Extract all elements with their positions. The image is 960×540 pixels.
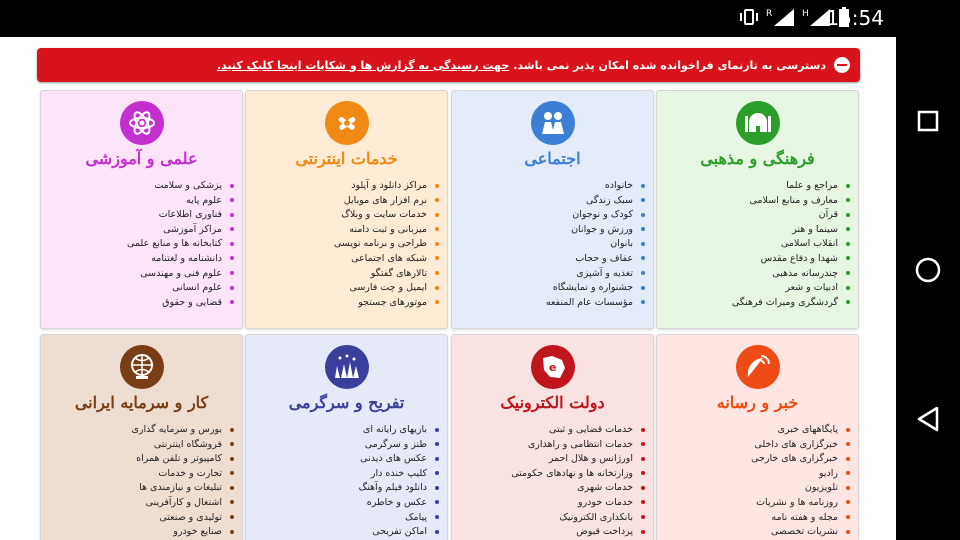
signal-r-icon: [766, 7, 796, 27]
bullet-icon: [435, 500, 439, 504]
category-link[interactable]: علوم انسانی: [44, 281, 234, 296]
category-link[interactable]: خانواده: [455, 179, 645, 194]
bullet-icon: [846, 300, 850, 304]
category-link[interactable]: ورزش و جوانان: [455, 223, 645, 238]
category-link[interactable]: پرداخت قبوض: [455, 525, 645, 540]
bullet-icon: [435, 271, 439, 275]
category-link[interactable]: قرآن: [660, 208, 850, 223]
atom-icon[interactable]: [120, 101, 164, 145]
category-link[interactable]: خبرگزاری های خارجی: [660, 452, 850, 467]
category-link[interactable]: قضایی و حقوق: [44, 296, 234, 311]
circle-icon: [914, 256, 942, 284]
bullet-icon: [435, 286, 439, 290]
category-card[interactable]: [245, 90, 448, 329]
minus-circle-icon: [834, 57, 850, 73]
category-links: [44, 423, 234, 540]
category-link[interactable]: دانشنامه و لغتنامه: [44, 252, 234, 267]
category-link[interactable]: طنز و سرگرمی: [249, 438, 439, 453]
category-link[interactable]: سینما و هنر: [660, 223, 850, 238]
category-card[interactable]: [656, 90, 859, 329]
category-link[interactable]: مراکز آموزشی: [44, 223, 234, 238]
bullet-icon: [435, 227, 439, 231]
alert-banner: [37, 48, 860, 82]
category-link[interactable]: ادبیات و شعر: [660, 281, 850, 296]
tools-icon[interactable]: [325, 101, 369, 145]
category-link[interactable]: انقلاب اسلامی: [660, 237, 850, 252]
category-link[interactable]: اماکن تفریحی: [249, 525, 439, 540]
bullet-icon: [435, 457, 439, 461]
category-title[interactable]: فرهنگی و مذهبی: [700, 149, 815, 168]
bullet-icon: [641, 471, 645, 475]
bullet-icon: [846, 242, 850, 246]
category-title[interactable]: کار و سرمایه ایرانی: [74, 393, 209, 412]
alert-report-link[interactable]: جهت رسیدگی به گزارش ها و شکایات اینجا کلیک کنید.: [216, 58, 510, 72]
category-link[interactable]: مجله و هفته نامه: [660, 511, 850, 526]
bullet-icon: [641, 242, 645, 246]
category-card[interactable]: [40, 334, 243, 540]
category-link[interactable]: چندرسانه مذهبی: [660, 267, 850, 282]
bullet-icon: [435, 300, 439, 304]
bullet-icon: [230, 428, 234, 432]
category-link[interactable]: اشتغال و کارآفرینی: [44, 496, 234, 511]
bullet-icon: [846, 486, 850, 490]
bullet-icon: [230, 486, 234, 490]
bullet-icon: [435, 471, 439, 475]
status-time: 15:54: [826, 6, 884, 30]
category-title[interactable]: علمی و آموزشی: [85, 149, 198, 168]
category-link[interactable]: اورژانس و هلال احمر: [455, 452, 645, 467]
category-links: [249, 423, 439, 540]
bullet-icon: [230, 198, 234, 202]
bullet-icon: [641, 530, 645, 534]
bullet-icon: [435, 256, 439, 260]
category-link[interactable]: پایگاههای خبری: [660, 423, 850, 438]
bullet-icon: [435, 530, 439, 534]
category-link[interactable]: تجارت و خدمات: [44, 467, 234, 482]
category-link[interactable]: مؤسسات عام المنفعه: [455, 296, 645, 311]
category-link[interactable]: تبلیغات و نیازمندی ها: [44, 481, 234, 496]
svg-text:H: H: [802, 9, 809, 19]
category-card[interactable]: [656, 334, 859, 540]
category-link[interactable]: علوم پایه: [44, 194, 234, 209]
category-link[interactable]: پزشکی و سلامت: [44, 179, 234, 194]
category-link[interactable]: ایمیل و چت فارسی: [249, 281, 439, 296]
category-link[interactable]: جشنواره و نمایشگاه: [455, 281, 645, 296]
category-link[interactable]: کامپیوتر و تلفن همراه: [44, 452, 234, 467]
bullet-icon: [846, 500, 850, 504]
bullet-icon: [230, 515, 234, 519]
category-link[interactable]: خدمات انتظامی و راهداری: [455, 438, 645, 453]
category-link[interactable]: سبک زندگی: [455, 194, 645, 209]
bullet-icon: [641, 184, 645, 188]
category-title[interactable]: خبر و رسانه: [716, 393, 799, 412]
category-link[interactable]: روزنامه ها و نشریات: [660, 496, 850, 511]
bullet-icon: [641, 457, 645, 461]
category-link[interactable]: خدمات قضایی و ثبتی: [455, 423, 645, 438]
bullet-icon: [846, 442, 850, 446]
category-link[interactable]: عکس و خاطره: [249, 496, 439, 511]
category-card[interactable]: [40, 90, 243, 329]
vibrate-icon: [738, 7, 760, 27]
bullet-icon: [641, 227, 645, 231]
category-links: [455, 423, 645, 540]
bullet-icon: [846, 471, 850, 475]
bullet-icon: [846, 286, 850, 290]
bullet-icon: [230, 271, 234, 275]
category-link[interactable]: خدمات سایت و وبلاگ: [249, 208, 439, 223]
bullet-icon: [846, 198, 850, 202]
category-link[interactable]: فناوری اطلاعات: [44, 208, 234, 223]
bullet-icon: [435, 198, 439, 202]
bullet-icon: [230, 213, 234, 217]
back-button[interactable]: [910, 401, 946, 437]
alert-text: دسترسی به تارنمای فراخوانده شده امکان پذیر نمی باشد.: [513, 58, 826, 72]
category-card[interactable]: [451, 334, 654, 540]
bullet-icon: [230, 530, 234, 534]
category-link[interactable]: بازیهای رایانه ای: [249, 423, 439, 438]
category-link[interactable]: طراحی و برنامه نویسی: [249, 237, 439, 252]
category-link[interactable]: عفاف و حجاب: [455, 252, 645, 267]
bullet-icon: [230, 300, 234, 304]
category-link[interactable]: بورس و سرمایه گذاری: [44, 423, 234, 438]
category-link[interactable]: مراجع و علما: [660, 179, 850, 194]
bullet-icon: [230, 227, 234, 231]
bullet-icon: [846, 184, 850, 188]
bullet-icon: [641, 286, 645, 290]
bullet-icon: [230, 457, 234, 461]
status-bar: [0, 0, 960, 37]
bullet-icon: [435, 515, 439, 519]
iran-map-icon[interactable]: [531, 345, 575, 389]
category-link[interactable]: خدمات خودرو: [455, 496, 645, 511]
category-links: [455, 179, 645, 310]
category-link[interactable]: صنایع خودرو: [44, 525, 234, 540]
category-link[interactable]: کلیپ خنده دار: [249, 467, 439, 482]
bullet-icon: [230, 184, 234, 188]
category-link[interactable]: تولیدی و صنعتی: [44, 511, 234, 526]
bullet-icon: [846, 530, 850, 534]
category-link[interactable]: شهدا و دفاع مقدس: [660, 252, 850, 267]
category-link[interactable]: بانوان: [455, 237, 645, 252]
bullet-icon: [230, 442, 234, 446]
bullet-icon: [641, 256, 645, 260]
bullet-icon: [230, 500, 234, 504]
bullet-icon: [641, 442, 645, 446]
category-link[interactable]: پیامک: [249, 511, 439, 526]
category-link[interactable]: میزبانی و ثبت دامنه: [249, 223, 439, 238]
bullet-icon: [435, 486, 439, 490]
category-link[interactable]: شبکه های اجتماعی: [249, 252, 439, 267]
bullet-icon: [230, 471, 234, 475]
category-links: [660, 179, 850, 310]
category-link[interactable]: بانکداری الکترونیک: [455, 511, 645, 526]
bullet-icon: [641, 198, 645, 202]
bullet-icon: [435, 184, 439, 188]
bullet-icon: [846, 428, 850, 432]
bullet-icon: [641, 213, 645, 217]
people-icon[interactable]: [531, 101, 575, 145]
category-link[interactable]: گردشگری ومیراث فرهنگی: [660, 296, 850, 311]
bullet-icon: [435, 428, 439, 432]
bullet-icon: [641, 271, 645, 275]
category-link[interactable]: دانلود فیلم وآهنگ: [249, 481, 439, 496]
celebration-icon[interactable]: [325, 345, 369, 389]
category-link[interactable]: نشریات تخصصی: [660, 525, 850, 540]
bullet-icon: [641, 500, 645, 504]
category-title[interactable]: تفریح و سرگرمی: [288, 393, 405, 412]
bullet-icon: [846, 213, 850, 217]
bullet-icon: [641, 428, 645, 432]
category-link[interactable]: تلویزیون: [660, 481, 850, 496]
category-card[interactable]: [245, 334, 448, 540]
category-title[interactable]: اجتماعی: [524, 149, 581, 168]
satellite-icon[interactable]: [736, 345, 780, 389]
category-card[interactable]: [451, 90, 654, 329]
bullet-icon: [641, 300, 645, 304]
category-link[interactable]: موتورهای جستجو: [249, 296, 439, 311]
bullet-icon: [846, 457, 850, 461]
globe-business-icon[interactable]: [120, 345, 164, 389]
category-link[interactable]: نرم افزار های موبایل: [249, 194, 439, 209]
square-icon: [917, 110, 939, 132]
bullet-icon: [230, 242, 234, 246]
bullet-icon: [846, 227, 850, 231]
category-title[interactable]: خدمات اینترنتی: [295, 149, 398, 168]
svg-text:R: R: [766, 9, 773, 19]
web-content[interactable]: [0, 37, 896, 540]
bullet-icon: [641, 486, 645, 490]
category-link[interactable]: عکس های دیدنی: [249, 452, 439, 467]
category-link[interactable]: فروشگاه اینترنتی: [44, 438, 234, 453]
bullet-icon: [846, 271, 850, 275]
bullet-icon: [846, 515, 850, 519]
category-links: [660, 423, 850, 540]
bullet-icon: [435, 213, 439, 217]
bullet-icon: [230, 286, 234, 290]
category-link[interactable]: کتابخانه ها و منابع علمی: [44, 237, 234, 252]
bullet-icon: [846, 256, 850, 260]
category-link[interactable]: تغذیه و آشپزی: [455, 267, 645, 282]
bullet-icon: [230, 256, 234, 260]
triangle-back-icon: [915, 406, 941, 432]
category-links: [249, 179, 439, 310]
category-link[interactable]: مراکز دانلود و آپلود: [249, 179, 439, 194]
category-title[interactable]: دولت الکترونیک: [500, 393, 605, 412]
category-links: [44, 179, 234, 310]
category-link[interactable]: علوم فنی و مهندسی: [44, 267, 234, 282]
bullet-icon: [435, 242, 439, 246]
category-link[interactable]: تالارهای گفتگو: [249, 267, 439, 282]
bullet-icon: [641, 515, 645, 519]
bullet-icon: [435, 442, 439, 446]
category-link[interactable]: کودک و نوجوان: [455, 208, 645, 223]
category-link[interactable]: وزارتخانه ها و نهادهای حکومتی: [455, 467, 645, 482]
nav-bar: [896, 37, 960, 540]
home-button[interactable]: [910, 252, 946, 288]
category-link[interactable]: خدمات شهری: [455, 481, 645, 496]
category-link[interactable]: رادیو: [660, 467, 850, 482]
recents-button[interactable]: [910, 103, 946, 139]
svg-text:e: e: [549, 361, 557, 374]
category-link[interactable]: خبرگزاری های داخلی: [660, 438, 850, 453]
mosque-icon[interactable]: [736, 101, 780, 145]
category-link[interactable]: معارف و منابع اسلامی: [660, 194, 850, 209]
